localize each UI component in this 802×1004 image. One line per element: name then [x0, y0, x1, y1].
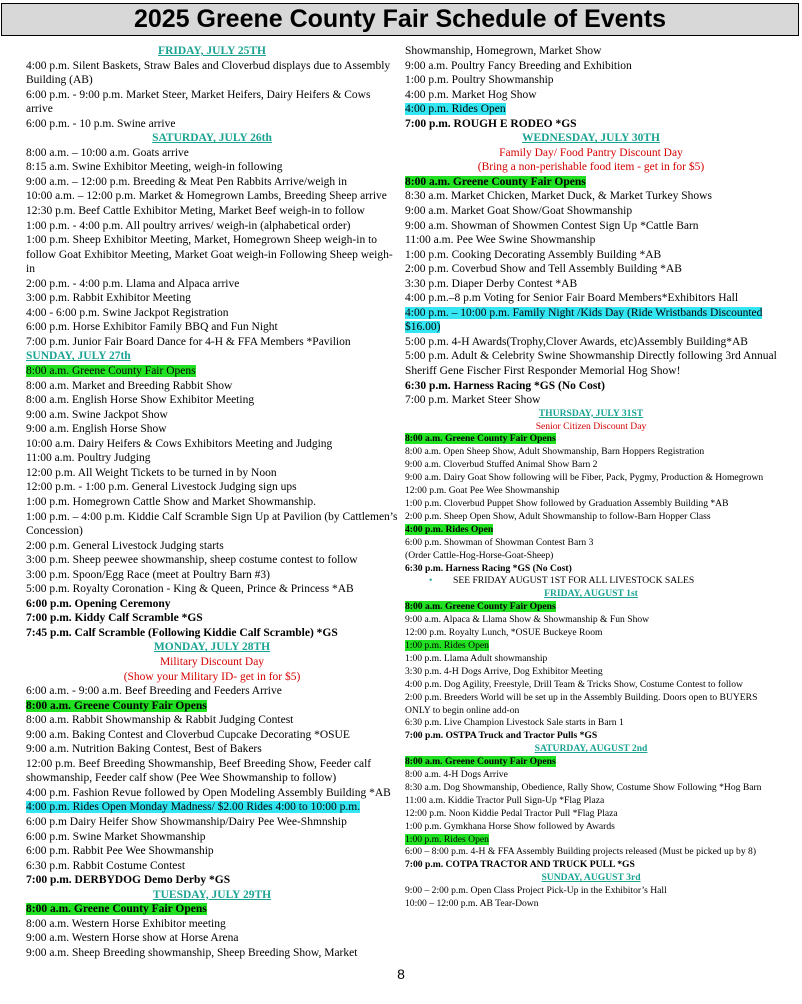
- schedule-entry: [26, 728, 398, 743]
- entry-text: 9:00 – 2:00 p.m. Open Class Project Pick-Up in the Exhibitor’s Hall: [405, 885, 667, 897]
- entry-text: THURSDAY, JULY 31ST: [538, 407, 644, 419]
- day-heading: [405, 408, 777, 421]
- entry-text: 4:00 p.m. – 10:00 p.m. Family Night /Kids Day (Ride Wristbands Discounted $16.00): [405, 306, 763, 334]
- entry-text: 10:00 a.m. Dairy Heifers & Cows Exhibitors Meeting and Judging: [26, 437, 333, 450]
- entry-text: 8:30 a.m. Market Chicken, Market Duck, & Market Turkey Shows: [405, 190, 712, 203]
- schedule-entry: [26, 393, 398, 408]
- entry-text: 8:00 a.m. Greene County Fair Opens: [405, 433, 556, 445]
- entry-text: 8:00 a.m. English Horse Show Exhibitor Meeting: [26, 394, 255, 407]
- entry-text: 9:00 a.m. Alpaca & Llama Show & Showmanship & Fun Show: [405, 614, 650, 626]
- highlight-entry: [405, 102, 777, 117]
- schedule-entry: [405, 717, 777, 730]
- entry-text: 1:00 p.m. Rides Open: [405, 639, 489, 651]
- discount-note: [26, 670, 398, 685]
- entry-text: 9:00 a.m. Baking Contest and Cloverbud Cupcake Decorating *OSUE: [26, 728, 350, 741]
- entry-text: 8:00 a.m. Rabbit Showmanship & Rabbit Judging Contest: [26, 714, 294, 727]
- schedule-entry: [405, 73, 777, 88]
- entry-text: FRIDAY, JULY 25TH: [158, 45, 266, 57]
- entry-text: 10:00 a.m. – 12:00 p.m. Market & Homegrown Lambs, Breeding Sheep arrive: [26, 190, 387, 203]
- schedule-entry: [405, 782, 777, 795]
- schedule-entry: [405, 627, 777, 640]
- highlight-entry: [405, 306, 777, 335]
- entry-text: 10:00 – 12:00 p.m. AB Tear-Down: [405, 898, 539, 910]
- entry-text: 2:00 p.m. General Livestock Judging starts: [26, 539, 224, 552]
- schedule-entry: [405, 537, 777, 550]
- entry-text: 8:00 a.m. Greene County Fair Opens: [405, 756, 556, 768]
- highlight-entry: [26, 699, 398, 714]
- entry-text: 6:00 p.m. - 9:00 p.m. Market Steer, Market Heifers, Dairy Heifers & Cows arrive: [26, 88, 371, 116]
- schedule-entry: [26, 422, 398, 437]
- entry-text: 1:00 p.m. Gymkhana Horse Show followed by Awards: [405, 820, 615, 832]
- schedule-column-left: [26, 44, 398, 960]
- entry-text: 6:00 p.m. Rabbit Pee Wee Showmanship: [26, 845, 214, 858]
- entry-text: 1:00 p.m. Cooking Decorating Assembly Building *AB: [405, 248, 662, 261]
- schedule-entry: [405, 189, 777, 204]
- entry-text: 3:00 p.m. Sheep peewee showmanship, sheep costume contest to follow: [26, 554, 358, 567]
- schedule-entry: [26, 219, 398, 234]
- schedule-entry: [405, 446, 777, 459]
- highlight-entry: [405, 175, 777, 190]
- entry-text: (Bring a non-perishable food item - get in for $5): [477, 161, 705, 174]
- entry-text: 9:00 a.m. Showman of Showmen Contest Sign Up *Cattle Barn: [405, 219, 699, 232]
- entry-text: 12:00 p.m. Noon Kiddie Pedal Tractor Pull *Flag Plaza: [405, 807, 618, 819]
- entry-text: 7:00 p.m. Junior Fair Board Dance for 4-H & FFA Members *Pavilion: [26, 335, 351, 348]
- schedule-entry: [405, 204, 777, 219]
- entry-text: 4:00 p.m. Dog Agility, Freestyle, Drill Team & Tricks Show, Costume Contest to follow: [405, 678, 743, 690]
- entry-text: 6:30 p.m. Rabbit Costume Contest: [26, 859, 186, 872]
- schedule-entry: [26, 379, 398, 394]
- entry-text: 1:00 p.m. Llama Adult showmanship: [405, 652, 548, 664]
- day-heading: [26, 349, 398, 364]
- schedule-entry: [26, 117, 398, 132]
- entry-text: 6:00 p.m Dairy Heifer Show Showmanship/Dairy Pee Wee-Shmnship: [26, 815, 347, 828]
- bullet-note: [405, 575, 777, 588]
- day-heading: [405, 588, 777, 601]
- entry-text: 7:00 p.m. OSTPA Truck and Tractor Pulls *GS: [405, 730, 598, 742]
- schedule-entry: [405, 666, 777, 679]
- highlight-entry: [405, 601, 777, 614]
- schedule-entry: [26, 568, 398, 583]
- entry-text: 12:00 p.m. Beef Breeding Showmanship, Beef Breeding Show, Feeder calf showmanship, Feeder calf show (Pee Wee Showmanship to follow): [26, 757, 372, 785]
- highlight-entry: [405, 524, 777, 537]
- schedule-entry: [405, 59, 777, 74]
- schedule-entry: [405, 769, 777, 782]
- schedule-entry: [26, 437, 398, 452]
- entry-text: 7:00 p.m. COTPA TRACTOR AND TRUCK PULL *GS: [405, 859, 635, 871]
- highlight-entry: [26, 800, 398, 815]
- schedule-entry: [26, 611, 398, 626]
- entry-text: 2:00 p.m. Breeders World will be set up in the Assembly Building. Doors open to BUYERS ONLY to begin online add-on: [405, 691, 758, 716]
- discount-note: [405, 160, 777, 175]
- entry-text: 6:00 p.m. - 10 p.m. Swine arrive: [26, 117, 176, 130]
- entry-text: 8:00 a.m. – 10:00 a.m. Goats arrive: [26, 146, 189, 159]
- entry-text: MONDAY, JULY 28TH: [153, 641, 271, 654]
- entry-text: 4:00 p.m. Silent Baskets, Straw Bales and Cloverbud displays due to Assembly Building (AB): [26, 59, 391, 87]
- schedule-entry: [26, 233, 398, 277]
- entry-text: 8:00 a.m. Greene County Fair Opens: [405, 175, 586, 188]
- entry-text: WEDNESDAY, JULY 30TH: [522, 132, 660, 145]
- schedule-entry: [26, 175, 398, 190]
- entry-text: 9:00 a.m. Poultry Fancy Breeding and Exhibition: [405, 59, 632, 72]
- entry-text: 1:00 p.m. - 4:00 p.m. All poultry arrives/ weigh-in (alphabetical order): [26, 219, 351, 232]
- entry-text: 8:15 a.m. Swine Exhibitor Meeting, weigh-in following: [26, 161, 283, 174]
- schedule-entry: [26, 510, 398, 539]
- schedule-entry: [26, 408, 398, 423]
- schedule-entry: [405, 117, 777, 132]
- page-number: 8: [397, 966, 405, 982]
- schedule-entry: [405, 472, 777, 485]
- entry-text: 8:00 a.m. Greene County Fair Opens: [26, 903, 207, 916]
- schedule-entry: [405, 393, 777, 408]
- schedule-entry: [26, 204, 398, 219]
- schedule-entry: [26, 320, 398, 335]
- highlight-entry: [405, 834, 777, 847]
- entry-text: 7:00 p.m. DERBYDOG Demo Derby *GS: [26, 874, 231, 887]
- entry-text: 6:00 a.m. - 9:00 a.m. Beef Breeding and Feeders Arrive: [26, 685, 282, 698]
- entry-text: 5:00 p.m. Adult & Celebrity Swine Showmanship Directly following 3rd Annual Sheriff Gene Fischer First Responder Memorial Hog Show!: [405, 350, 777, 378]
- entry-text: Military Discount Day: [159, 655, 265, 668]
- entry-text: 1:00 p.m. Cloverbud Puppet Show followed by Graduation Assembly Building *AB: [405, 498, 729, 510]
- entry-text: 6:00 p.m. Swine Market Showmanship: [26, 830, 206, 843]
- entry-text: 1:00 p.m. Rides Open: [405, 833, 489, 845]
- schedule-entry: [405, 291, 777, 306]
- schedule-entry: [26, 931, 398, 946]
- entry-text: 8:00 a.m. Greene County Fair Opens: [26, 365, 196, 378]
- schedule-entry: [26, 553, 398, 568]
- entry-text: 1:00 p.m. – 4:00 p.m. Kiddie Calf Scramble Sign Up at Pavilion (by Cattlemen’s Concession): [26, 510, 398, 538]
- entry-text: 6:30 p.m. Harness Racing *GS (No Cost): [405, 379, 605, 392]
- entry-text: 12:00 p.m. Royalty Lunch, *OSUE Buckeye Room: [405, 627, 603, 639]
- entry-text: SUNDAY, AUGUST 3rd: [541, 872, 641, 884]
- entry-text: (Show your Military ID- get in for $5): [123, 670, 301, 683]
- entry-text: 4:00 p.m. Rides Open: [405, 523, 494, 535]
- day-heading: [26, 888, 398, 903]
- schedule-entry: [26, 626, 398, 641]
- highlight-entry: [405, 756, 777, 769]
- entry-text: 4:00 p.m. Market Hog Show: [405, 88, 537, 101]
- entry-text: 9:00 a.m. English Horse Show: [26, 423, 167, 436]
- entry-text: 8:00 a.m. Market and Breeding Rabbit Show: [26, 379, 233, 392]
- schedule-entry: [405, 885, 777, 898]
- entry-text: 7:00 p.m. ROUGH E RODEO *GS: [405, 117, 577, 130]
- schedule-entry: [405, 379, 777, 394]
- schedule-entry: [26, 306, 398, 321]
- schedule-entry: [405, 563, 777, 576]
- entry-text: 2:00 p.m. Coverbud Show and Tell Assembly Building *AB: [405, 263, 682, 276]
- day-heading: [405, 131, 777, 146]
- entry-text: 3:00 p.m. Rabbit Exhibitor Meeting: [26, 292, 191, 305]
- entry-text: 9:00 a.m. Nutrition Baking Contest, Best of Bakers: [26, 743, 262, 756]
- entry-text: 2:00 p.m. - 4:00 p.m. Llama and Alpaca arrive: [26, 277, 240, 290]
- discount-note: [405, 146, 777, 161]
- entry-text: 4:00 p.m.–8 p.m Voting for Senior Fair Board Members*Exhibitors Hall: [405, 292, 739, 305]
- entry-text: 7:45 p.m. Calf Scramble (Following Kiddie Calf Scramble) *GS: [26, 626, 338, 639]
- schedule-entry: [405, 550, 777, 563]
- entry-text: 6:30 p.m. Live Champion Livestock Sale starts in Barn 1: [405, 717, 624, 729]
- entry-text: 6:00 – 8:00 p.m. 4-H & FFA Assembly Building projects released (Must be picked up by 8): [405, 846, 757, 858]
- day-heading: [405, 743, 777, 756]
- entry-text: 2:00 p.m. Sheep Open Show, Adult Showmanship to follow-Barn Hopper Class: [405, 510, 711, 522]
- schedule-entry: [26, 917, 398, 932]
- schedule-entry: [26, 786, 398, 801]
- entry-text: 5:00 p.m. Royalty Coronation - King & Queen, Prince & Princess *AB: [26, 583, 354, 596]
- entry-text: 3:30 p.m. Diaper Derby Contest *AB: [405, 277, 578, 290]
- entry-text: 9:00 a.m. Sheep Breeding showmanship, Sheep Breeding Show, Market: [26, 946, 358, 959]
- entry-text: FRIDAY, AUGUST 1st: [544, 588, 638, 600]
- discount-note: [405, 421, 777, 434]
- schedule-entry: [405, 349, 777, 378]
- schedule-entry: [405, 614, 777, 627]
- highlight-entry: [405, 640, 777, 653]
- schedule-entry: [405, 859, 777, 872]
- entry-text: Family Day/ Food Pantry Discount Day: [499, 146, 683, 159]
- schedule-entry: [26, 146, 398, 161]
- highlight-entry: [26, 364, 398, 379]
- entry-text: 12:00 p.m. Goat Pee Wee Showmanship: [405, 485, 560, 497]
- schedule-entry: [405, 846, 777, 859]
- schedule-entry: [405, 808, 777, 821]
- entry-text: 4:00 p.m. Fashion Revue followed by Open Modeling Assembly Building *AB: [26, 786, 391, 799]
- entry-text: 9:00 a.m. Cloverbud Stuffed Animal Show Barn 2: [405, 459, 598, 471]
- entry-text: 3:30 p.m. 4-H Dogs Arrive, Dog Exhibitor Meeting: [405, 665, 603, 677]
- entry-text: 8:00 a.m. Greene County Fair Opens: [405, 601, 556, 613]
- schedule-entry: [405, 219, 777, 234]
- entry-text: 11:00 a.m. Poultry Judging: [26, 452, 151, 465]
- entry-text: 3:00 p.m. Spoon/Egg Race (meet at Poultry Barn #3): [26, 568, 271, 581]
- schedule-entry: [26, 88, 398, 117]
- entry-text: 9:00 a.m. Dairy Goat Show following will be Fiber, Pack, Pygmy, Production & Homegrown: [405, 472, 764, 484]
- schedule-entry: [26, 757, 398, 786]
- schedule-entry: [26, 277, 398, 292]
- entry-text: Showmanship, Homegrown, Market Show: [405, 45, 602, 57]
- entry-text: (Order Cattle-Hog-Horse-Goat-Sheep): [405, 549, 554, 561]
- entry-text: 5:00 p.m. 4-H Awards(Trophy,Clover Awards, etc)Assembly Building*AB: [405, 335, 748, 348]
- entry-text: 1:00 p.m. Homegrown Cattle Show and Market Showmanship.: [26, 495, 317, 508]
- schedule-entry: [405, 44, 777, 59]
- schedule-entry: [26, 160, 398, 175]
- schedule-entry: [405, 233, 777, 248]
- entry-text: 1:00 p.m. Poultry Showmanship: [405, 74, 554, 87]
- schedule-entry: [405, 485, 777, 498]
- schedule-entry: [405, 898, 777, 911]
- entry-text: TUESDAY, JULY 29TH: [152, 888, 272, 901]
- schedule-entry: [405, 262, 777, 277]
- entry-text: 4:00 p.m. Rides Open Monday Madness/ $2.00 Rides 4:00 to 10:00 p.m.: [26, 801, 361, 814]
- schedule-entry: [405, 277, 777, 292]
- schedule-entry: [26, 859, 398, 874]
- schedule-entry: [405, 335, 777, 350]
- schedule-entry: [26, 59, 398, 88]
- schedule-entry: [26, 684, 398, 699]
- entry-text: 6:00 p.m. Opening Ceremony: [26, 597, 171, 610]
- schedule-entry: [26, 495, 398, 510]
- schedule-entry: [405, 248, 777, 263]
- highlight-entry: [26, 902, 398, 917]
- schedule-entry: [26, 946, 398, 961]
- entry-text: 4:00 p.m. Rides Open: [405, 103, 506, 116]
- discount-note: [26, 655, 398, 670]
- entry-text: 11:00 a.m. Kiddie Tractor Pull Sign-Up *Flag Plaza: [405, 794, 605, 806]
- schedule-entry: [26, 291, 398, 306]
- day-heading: [405, 872, 777, 885]
- entry-text: 1:00 p.m. Sheep Exhibitor Meeting, Market, Homegrown Sheep weigh-in to follow Goat Exhibitor Meeting, Market Goat weigh-in Following Sheep weigh-in: [26, 234, 393, 276]
- highlight-entry: [405, 433, 777, 446]
- entry-text: 6:00 p.m. Horse Exhibitor Family BBQ and Fun Night: [26, 321, 278, 334]
- entry-text: 12:00 p.m. - 1:00 p.m. General Livestock Judging sign ups: [26, 481, 297, 494]
- schedule-entry: [26, 844, 398, 859]
- entry-text: 9:00 a.m. Swine Jackpot Show: [26, 408, 168, 421]
- entry-text: Senior Citizen Discount Day: [535, 420, 647, 432]
- entry-text: 7:00 p.m. Kiddy Calf Scramble *GS: [26, 612, 203, 625]
- schedule-entry: [26, 451, 398, 466]
- schedule-column-right: [405, 44, 777, 911]
- entry-text: 8:00 a.m. 4-H Dogs Arrive: [405, 769, 508, 781]
- day-heading: [26, 44, 398, 59]
- schedule-entry: [26, 742, 398, 757]
- entry-text: 4:00 - 6:00 p.m. Swine Jackpot Registration: [26, 306, 229, 319]
- schedule-entry: [26, 830, 398, 845]
- entry-text: 9:00 a.m. Western Horse show at Horse Arena: [26, 932, 239, 945]
- schedule-entry: [26, 466, 398, 481]
- schedule-entry: [405, 821, 777, 834]
- entry-text: 9:00 a.m. Market Goat Show/Goat Showmanship: [405, 205, 633, 218]
- schedule-entry: [26, 335, 398, 350]
- entry-text: 11:00 a.m. Pee Wee Swine Showmanship: [405, 234, 596, 247]
- entry-text: 12:30 p.m. Beef Cattle Exhibitor Meting, Market Beef weigh-in to follow: [26, 205, 365, 218]
- schedule-entry: [405, 498, 777, 511]
- schedule-entry: [405, 795, 777, 808]
- day-heading: [26, 131, 398, 146]
- day-heading: [26, 640, 398, 655]
- schedule-entry: [26, 582, 398, 597]
- entry-text: SUNDAY, JULY 27th: [26, 350, 131, 363]
- schedule-entry: [405, 730, 777, 743]
- schedule-entry: [26, 713, 398, 728]
- entry-text: 9:00 a.m. – 12:00 p.m. Breeding & Meat Pen Rabbits Arrive/weigh in: [26, 175, 348, 188]
- schedule-entry: [405, 692, 777, 718]
- entry-text: SATURDAY, AUGUST 2nd: [534, 743, 648, 755]
- entry-text: SATURDAY, JULY 26th: [152, 132, 272, 145]
- entry-text: 6:30 p.m. Harness Racing *GS (No Cost): [405, 562, 572, 574]
- entry-text: 8:00 a.m. Open Sheep Show, Adult Showmanship, Barn Hoppers Registration: [405, 446, 705, 458]
- entry-text: 6:00 p.m. Showman of Showman Contest Barn 3: [405, 536, 594, 548]
- schedule-entry: [405, 459, 777, 472]
- schedule-entry: [26, 815, 398, 830]
- entry-text: 8:30 a.m. Dog Showmanship, Obedience, Rally Show, Costume Show Following *Hog Barn: [405, 781, 762, 793]
- schedule-entry: [26, 873, 398, 888]
- entry-text: 12:00 p.m. All Weight Tickets to be turned in by Noon: [26, 466, 277, 479]
- schedule-entry: [26, 189, 398, 204]
- schedule-entry: [26, 539, 398, 554]
- schedule-entry: [405, 679, 777, 692]
- schedule-entry: [26, 597, 398, 612]
- page-title: 2025 Greene County Fair Schedule of Events: [1, 3, 799, 36]
- schedule-entry: [405, 511, 777, 524]
- entry-text: 7:00 p.m. Market Steer Show: [405, 394, 541, 407]
- schedule-entry: [405, 88, 777, 103]
- entry-text: 8:00 a.m. Western Horse Exhibitor meeting: [26, 917, 226, 930]
- entry-text: 8:00 a.m. Greene County Fair Opens: [26, 699, 207, 712]
- schedule-entry: [26, 480, 398, 495]
- entry-text: SEE FRIDAY AUGUST 1ST FOR ALL LIVESTOCK SALES: [453, 575, 695, 587]
- schedule-entry: [405, 653, 777, 666]
